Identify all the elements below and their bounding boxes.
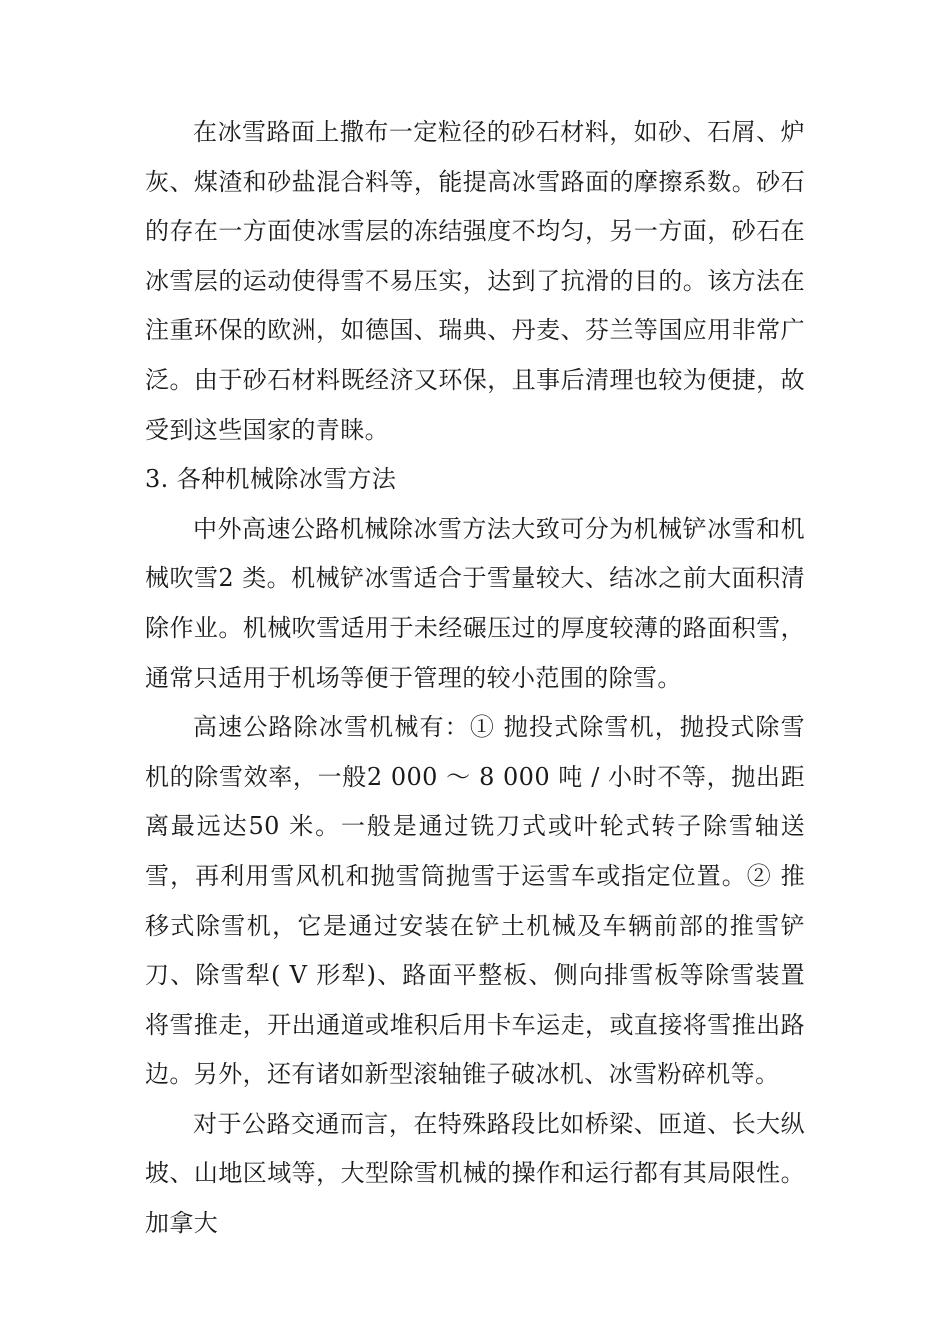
paragraph-sand-gravel: 在冰雪路面上撒布一定粒径的砂石材料，如砂、石屑、炉灰、煤渣和砂盐混合料等，能提高冰雪路面的摩擦系数。砂石的存在一方面使冰雪层的冻结强度不均匀，另一方面，砂石在冰雪层的运动使得雪不易压实，达到了抗滑的目的。该方法在注重环保的欧洲，如德国、瑞典、丹麦、芬兰等国应用非常广泛。由于砂石材料既经济又环保，且事后清理也较为便捷，故受到这些国家的青睐。 bbox=[145, 118, 805, 444]
paragraph-special-sections: 对于公路交通而言，在特殊路段比如桥梁、匝道、长大纵坡、山地区域等，大型除雪机械的操作和运行都有其局限性。加拿大 bbox=[145, 1109, 805, 1238]
paragraph-snow-machines: 高速公路除冰雪机械有：① 抛投式除雪机，抛投式除雪机的除雪效率，一般2 000 ～ 8 000 吨 / 小时不等，抛出距离最远达50 米。一般是通过铣刀式或叶轮式转子除雪轴送雪，再利用雪风机和抛雪筒抛雪于运雪车或指定位置。② 推移式除雪机，它是通过安装在铲土机械及车辆前部的推雪铲刀、除雪犁( V 形犁)、路面平整板、侧向排雪板等除雪装置将雪推走，开出通道或堆积后用卡车运走，或直接将雪推出路边。另外，还有诸如新型滚轴锥子破冰机、冰雪粉碎机等。 bbox=[145, 713, 805, 1089]
paragraph-mechanical-methods: 中外高速公路机械除冰雪方法大致可分为机械铲冰雪和机械吹雪2 类。机械铲冰雪适合于雪量较大、结冰之前大面积清除作业。机械吹雪适用于未经碾压过的厚度较薄的路面积雪，通常只适用于机场等便于管理的较小范围的除雪。 bbox=[145, 514, 805, 692]
section-heading-mechanical: 3. 各种机械除冰雪方法 bbox=[145, 465, 397, 494]
document-body bbox=[145, 108, 805, 1249]
